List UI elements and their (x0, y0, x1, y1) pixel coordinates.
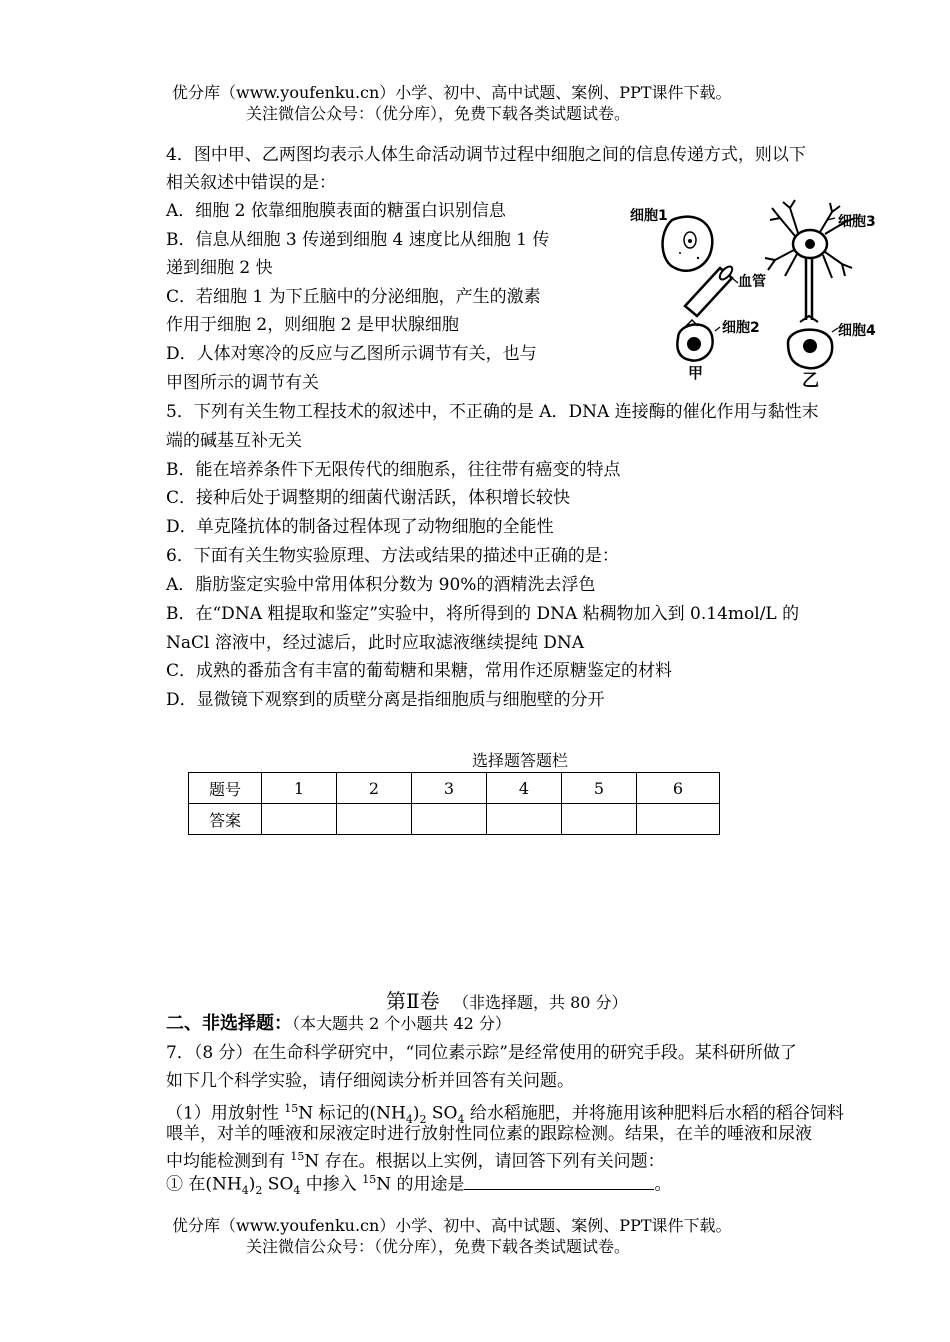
q6-stem: 6．下面有关生物实验原理、方法或结果的描述中正确的是： (166, 546, 619, 566)
label-cell-3: 细胞3 (838, 214, 876, 230)
part2-title: 第Ⅱ卷 (386, 989, 440, 1013)
subscript: 2 (419, 1113, 427, 1127)
table-cell-label: 题号 (189, 773, 262, 804)
table-cell-number: 5 (562, 773, 637, 804)
superscript: 15 (284, 1102, 299, 1115)
label-cell-2: 细胞2 (722, 320, 760, 336)
text-span: 中掺入 (300, 1174, 363, 1195)
label-yi: 乙 (802, 371, 819, 390)
section-heading (166, 1014, 511, 1034)
answer-table-caption: 选择题答题栏 (472, 751, 569, 770)
answer-cell[interactable] (487, 804, 562, 835)
cell-signaling-figure (620, 198, 910, 390)
label-cell-4: 细胞4 (838, 323, 876, 339)
q4-option-c-2: 作用于细胞 2，则细胞 2 是甲状腺细胞 (166, 315, 459, 335)
superscript: 15 (290, 1150, 305, 1163)
superscript: 15 (362, 1173, 377, 1186)
header-line-2: 关注微信公众号：（优分库），免费下载各类试题试卷。 (246, 104, 631, 123)
text-span: 中均能检测到有 (166, 1151, 291, 1172)
q5-option-d: D．单克隆抗体的制备过程体现了动物细胞的全能性 (166, 517, 554, 537)
table-cell-number: 4 (487, 773, 562, 804)
q4-option-c-1: C．若细胞 1 为下丘脑中的分泌细胞，产生的激素 (166, 287, 541, 307)
cell-4-drawing (788, 328, 838, 368)
subscript: 4 (241, 1184, 249, 1198)
text-span: （1）用放射性 (166, 1103, 285, 1124)
q5-stem-1: 5．下列有关生物工程技术的叙述中，不正确的是 A．DNA 连接酶的催化作用与黏性末 (166, 402, 819, 422)
q6-option-a: A．脂肪鉴定实验中常用体积分数为 90%的酒精洗去浮色 (166, 575, 596, 595)
q7-part1-line-3 (166, 1147, 665, 1172)
table-row (189, 773, 720, 804)
q6-option-b-2: NaCl 溶液中，经过滤后，此时应取滤液继续提纯 DNA (166, 633, 585, 653)
q4-stem-2: 相关叙述中错误的是： (166, 173, 336, 193)
table-cell-number: 6 (637, 773, 720, 804)
q5-option-b: B．能在培养条件下无限传代的细胞系，往往带有癌变的特点 (166, 460, 621, 480)
label-vessel: 血管 (738, 274, 766, 290)
q4-stem-1: 4．图中甲、乙两图均表示人体生命活动调节过程中细胞之间的信息传递方式，则以下 (166, 145, 806, 165)
part2-heading (386, 985, 628, 1014)
part2-subtitle: （非选择题，共 80 分） (453, 993, 628, 1012)
subscript: 4 (293, 1184, 301, 1198)
q4-option-d-2: 甲图所示的调节有关 (166, 373, 319, 393)
section-note: （本大题共 2 个小题共 42 分） (292, 1014, 511, 1033)
q7-question-1 (166, 1170, 671, 1201)
answer-cell[interactable] (562, 804, 637, 835)
q7-stem-2: 如下几个科学实验，请仔细阅读分析并回答有关问题。 (166, 1071, 574, 1091)
q4-option-d-1: D．人体对寒冷的反应与乙图所示调节有关，也与 (166, 344, 537, 364)
q4-option-b-1: B．信息从细胞 3 传递到细胞 4 速度比从细胞 1 传 (166, 230, 550, 250)
header-line-1: 优分库（www.youfenku.cn）小学、初中、高中试题、案例、PPT课件下载。 (172, 83, 732, 102)
answer-cell[interactable] (262, 804, 337, 835)
q7-part1-line-2: 喂羊，对羊的唾液和尿液定时进行放射性同位素的跟踪检测。结果，在羊的唾液和尿液 (166, 1124, 812, 1144)
footer-line-1: 优分库（www.youfenku.cn）小学、初中、高中试题、案例、PPT课件下载。 (172, 1216, 732, 1235)
text-span: N 的用途是 (376, 1174, 465, 1195)
q6-option-c: C．成熟的番茄含有丰富的葡萄糖和果糖，常用作还原糖鉴定的材料 (166, 661, 673, 681)
answer-table (188, 772, 720, 835)
label-jia: 甲 (688, 364, 704, 382)
text-span: ) (412, 1103, 420, 1124)
subscript: 4 (457, 1113, 465, 1127)
text-span: 给水稻施肥，并将施用该种肥料后水稻的稻谷饲料 (464, 1103, 844, 1124)
table-cell-number: 1 (262, 773, 337, 804)
footer-line-2: 关注微信公众号：（优分库），免费下载各类试题试卷。 (246, 1237, 631, 1256)
q4-option-a: A．细胞 2 依靠细胞膜表面的糖蛋白识别信息 (166, 201, 506, 221)
table-row (189, 804, 720, 835)
answer-cell[interactable] (637, 804, 720, 835)
q6-option-b-1: B．在“DNA 粗提取和鉴定”实验中，将所得到的 DNA 粘稠物加入到 0.14mol/L 的 (166, 604, 800, 624)
label-cell-1: 细胞1 (630, 208, 668, 224)
text-span: ) (248, 1174, 256, 1195)
q6-option-d: D．显微镜下观察到的质壁分离是指细胞质与细胞壁的分开 (166, 690, 605, 710)
q5-stem-2: 端的碱基互补无关 (166, 431, 302, 451)
answer-cell[interactable] (337, 804, 412, 835)
cell-1-drawing (663, 217, 713, 271)
text-span: SO (262, 1174, 294, 1195)
text-span: 。 (654, 1174, 672, 1195)
table-cell-number: 2 (337, 773, 412, 804)
subscript: 4 (405, 1113, 413, 1127)
blood-vessel-drawing (685, 264, 738, 316)
table-cell-label: 答案 (189, 804, 262, 835)
cell-2-drawing (677, 320, 720, 361)
q4-option-b-2: 递到细胞 2 快 (166, 258, 273, 278)
text-span: N 存在。根据以上实例，请回答下列有关问题： (304, 1151, 665, 1172)
q5-option-c: C．接种后处于调整期的细菌代谢活跃，体积增长较快 (166, 488, 571, 508)
text-span: ① 在(NH (166, 1174, 242, 1195)
q7-stem-1: 7．（8 分）在生命科学研究中，“同位素示踪”是经常使用的研究手段。某科研所做了 (166, 1043, 797, 1063)
subscript: 2 (255, 1184, 263, 1198)
text-span: SO (426, 1103, 458, 1124)
answer-cell[interactable] (412, 804, 487, 835)
text-span: N 标记的(NH (298, 1103, 406, 1124)
section-title: 二、非选择题： (166, 1013, 292, 1034)
answer-blank[interactable] (464, 1173, 654, 1190)
table-cell-number: 3 (412, 773, 487, 804)
